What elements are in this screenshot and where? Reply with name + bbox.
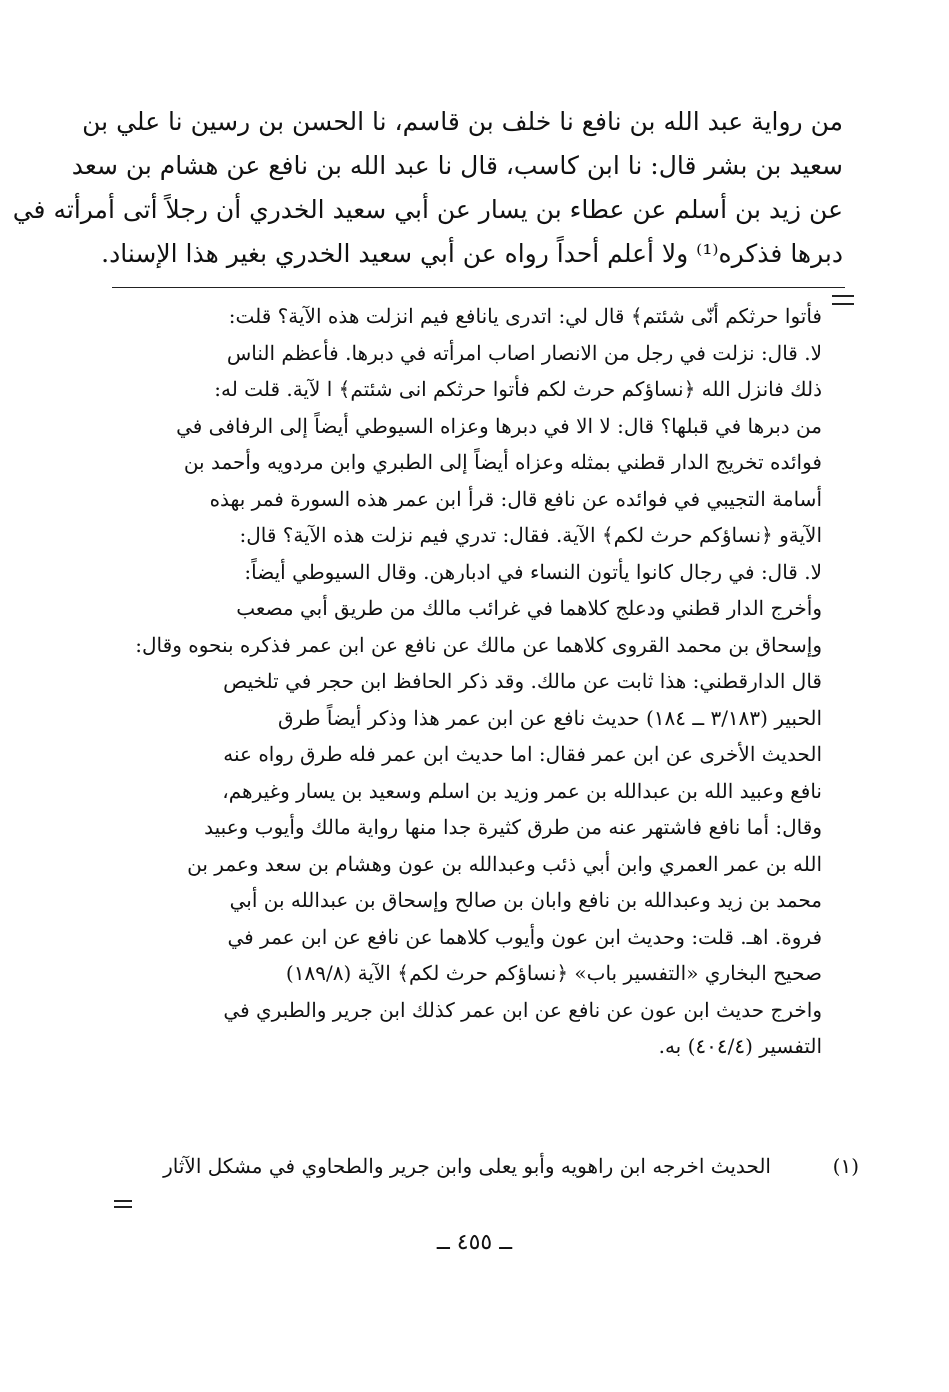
footnote-line: واخرج حديث ابن عون عن نافع عن ابن عمر كذلك ابن جرير والطبري في [223,997,822,1022]
footnote-text: الحديث اخرجه ابن راهويه وأبو يعلى وابن جرير والطحاوي في مشكل الآثار [163,1154,771,1178]
footnote-line: الله بن عمر العمري وابن أبي ذئب وعبدالله بن عون وهشام بن سعد وعمر بن [187,851,822,876]
footnote-line: الحبير (٣/١٨٣ ــ ١٨٤) حديث نافع عن ابن عمر هذا وذكر أيضاً طرق [278,705,822,730]
page-number: ــ ٤٥٥ ــ [436,1230,513,1255]
footnote-line: ذلك فانزل الله ﴿نساؤكم حرث لكم فأتوا حرثكم انى شئتم﴾ ا لآية. قلت له: [214,377,822,401]
main-text-block [12,100,843,276]
main-text-line: سعيد بن بشر قال: نا ابن كاسب، قال نا عبد الله بن نافع عن هشام بن سعد [71,151,843,180]
footnote-line: وأخرج الدار قطني ودعلج كلاهما في غرائب مالك من طريق أبي مصعب [236,596,822,620]
footnote-separator-rule [112,287,845,288]
footnote-line: لا. قال: في رجال كانوا يأتون النساء في ادبارهن. وقال السيوطي أيضاً: [244,559,822,584]
footnote-line: نافع وعبيد الله بن عبدالله بن عمر وزيد بن اسلم وسعيد بن يسار وغيرهم، [222,778,822,803]
footnote-continues-mark [114,1200,132,1208]
footnote-line: قال الدارقطني: هذا ثابت عن مالك. وقد ذكر الحافظ ابن حجر في تلخيص [223,669,822,693]
footnote-line: محمد بن زيد وعبدالله بن نافع وابان بن صالح وإسحاق بن عبدالله بن أبي [229,888,822,912]
main-text-line: من رواية عبد الله بن نافع نا خلف بن قاسم، نا الحسن بن رسين نا علي بن [82,107,843,136]
continued-footnote-block [112,298,822,1065]
footnote-line: وقال: أما نافع فاشتهر عنه من طرق كثيرة جدا منها رواية مالك وأيوب وعبيد [204,815,822,839]
footnote-continuation-mark [832,295,854,305]
footnote-line: صحيح البخاري «التفسير باب» ﴿نساؤكم حرث لكم﴾ الآية (١٨٩/٨) [285,961,822,985]
main-text-line: دبرها فذكره⁽¹⁾ ولا أعلم أحداً رواه عن أبي سعيد الخدري بغير هذا الإسناد. [101,239,843,268]
footnote-line: فوائده تخريج الدار قطني بمثله وعزاه أيضاً إلى الطبري وابن مردويه وأحمد بن [183,450,822,474]
footnote-line: أسامة التجيبي في فوائده عن نافع قال: قرأ ابن عمر هذه السورة فمر بهذه [209,486,822,511]
footnote-line: الحديث الأخرى عن ابن عمر فقال: اما حديث ابن عمر فله طرق رواه عنه [223,742,822,766]
footnote-line: من دبرها في قبلها؟ قال: لا الا في دبرها وعزاه السيوطي أيضاً إلى الرفافى في [176,413,822,438]
footnote-number: (١) [832,1154,859,1178]
footnote-line: الآيةو ﴿نساؤكم حرث لكم﴾ الآية. فقال: تدري فيم نزلت هذه الآية؟ قال: [239,523,822,547]
main-text-line: عن زيد بن أسلم عن عطاء بن يسار عن أبي سعيد الخدري أن رجلاً أتى أمرأته في [12,195,843,224]
footnote-line: فأتوا حرثكم أنّى شئتم﴾ قال لي: اتدرى يانافع فيم انزلت هذه الآية؟ قلت: [228,304,822,328]
footnote-line: لا. قال: نزلت في رجل من الانصار اصاب امرأته في دبرها. فأعظم الناس [226,340,822,365]
footnote-line: وإسحاق بن محمد القروى كلاهما عن مالك عن نافع عن ابن عمر فذكره بنحوه وقال: [135,632,822,657]
footnote-line: فروة. اهـ. قلت: وحديث ابن عون وأيوب كلاهما عن نافع عن ابن عمر في [227,924,822,949]
footnote-line: التفسير (٤٠٤/٤) به. [658,1034,822,1058]
